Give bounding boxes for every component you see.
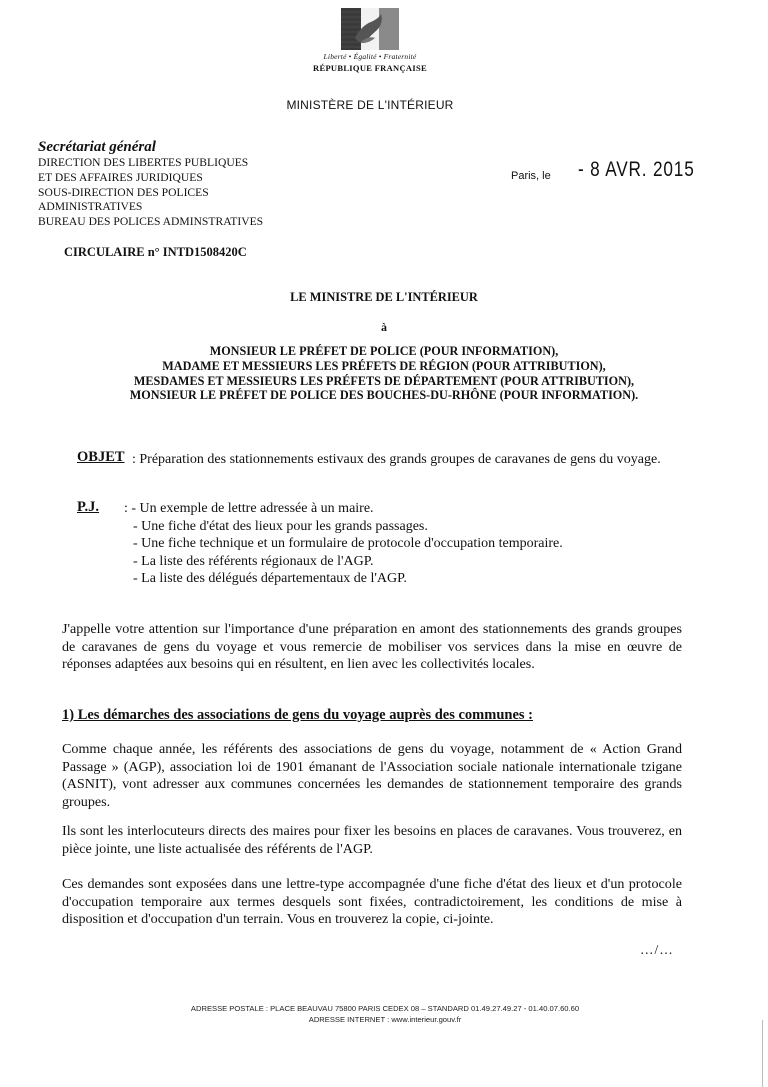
footer-postal-address: ADRESSE POSTALE : PLACE BEAUVAU 75800 PARIS CEDEX 08 – STANDARD 01.49.27.49.27 - 01.40.07.60.60 [190, 1004, 580, 1013]
objet-text: : Préparation des stationnements estivaux des grands groupes de caravanes de gens du voyage. [132, 452, 661, 467]
scan-edge-divider [762, 1020, 763, 1087]
section-heading: 1) Les démarches des associations de gens du voyage auprès des communes : [62, 707, 533, 723]
issuer-block [38, 156, 263, 230]
issuer-line: BUREAU DES POLICES ADMINSTRATIVES [38, 215, 264, 229]
attachment-item: - La liste des référents régionaux de l'AGP. [133, 553, 374, 569]
republique-francaise: RÉPUBLIQUE FRANÇAISE [313, 63, 427, 73]
marianne-logo-icon [341, 8, 399, 50]
attachment-item: - La liste des délégués départementaux de l'AGP. [133, 571, 407, 587]
addressee-preposition: à [381, 320, 387, 334]
issuer-line: ET DES AFFAIRES JURIDIQUES [38, 170, 203, 184]
issuer-line: SOUS-DIRECTION DES POLICES [38, 185, 209, 199]
attachment-item: - Une fiche technique et un formulaire de protocole d'occupation temporaire. [133, 536, 563, 552]
ministry-name: MINISTÈRE DE L'INTÉRIEUR [286, 98, 454, 112]
attachment-list [124, 500, 563, 588]
addressee-line: MADAME ET MESSIEURS LES PRÉFETS DE RÉGION (POUR ATTRIBUTION), [162, 358, 606, 373]
objet-label: OBJET [77, 449, 125, 465]
pj-label: P.J. [77, 499, 100, 515]
dateline-place: Paris, le [511, 170, 551, 182]
addressee-line: MONSIEUR LE PRÉFET DE POLICE (POUR INFORMATION), [209, 344, 559, 358]
footer [100, 1003, 670, 1025]
footer-web-address: ADRESSE INTERNET : www.interieur.gouv.fr [308, 1015, 462, 1024]
sender-line: LE MINISTRE DE L'INTÉRIEUR [290, 290, 478, 304]
secretariat-title: Secrétariat général [38, 139, 156, 155]
addressee-line: MONSIEUR LE PRÉFET DE POLICE DES BOUCHES-DU-RHÔNE (POUR INFORMATION). [129, 388, 639, 403]
issuer-line: ADMINISTRATIVES [38, 200, 143, 214]
attachment-item: - Une fiche d'état des lieux pour les grands passages. [133, 518, 428, 534]
continued-marker: …/… [640, 942, 674, 957]
republic-motto: Liberté • Égalité • Fraternité [323, 52, 417, 61]
body-paragraph: Comme chaque année, les référents des associations de gens du voyage, notamment de « Action Grand Passage » (AGP), association loi de 1901 émanant de l'Association sociale nationale internationale tzigane (ASNIT), vont adresser aux communes concernées les demandes de stationnement temporaire des grands groupes. [62, 741, 682, 810]
addressee-line: MESDAMES ET MESSIEURS LES PRÉFETS DE DÉPARTEMENT (POUR ATTRIBUTION), [133, 373, 635, 388]
issuer-line: DIRECTION DES LIBERTES PUBLIQUES [38, 156, 249, 169]
intro-paragraph: J'appelle votre attention sur l'importance d'une préparation en amont des stationnements des grands groupes de caravanes de gens du voyage et vous remercie de mobiliser vos services dans la mise en œuvre de réponses adaptées aux besoins qui en résultent, en lien avec les collectivités locales. [62, 621, 682, 673]
circulaire-number: CIRCULAIRE n° INTD1508420C [64, 245, 247, 259]
addressee-list [30, 344, 738, 403]
attachment-item: : - Un exemple de lettre adressée à un maire. [124, 501, 374, 516]
body-paragraph: Ils sont les interlocuteurs directs des maires pour fixer les besoins en places de caravanes. Vous trouverez, en pièce jointe, une liste actualisée des référents de l'AGP. [62, 823, 682, 857]
date-stamp: - 8 AVR. 2015 [578, 158, 695, 181]
body-paragraph: Ces demandes sont exposées dans une lettre-type accompagnée d'une fiche d'état des lieux et d'un protocole d'occupation temporaire aux termes desquels sont fixées, contradictoirement, les conditions de mise à disposition et d'occupation d'un terrain. Vous en trouverez la copie, ci-jointe. [62, 876, 682, 928]
